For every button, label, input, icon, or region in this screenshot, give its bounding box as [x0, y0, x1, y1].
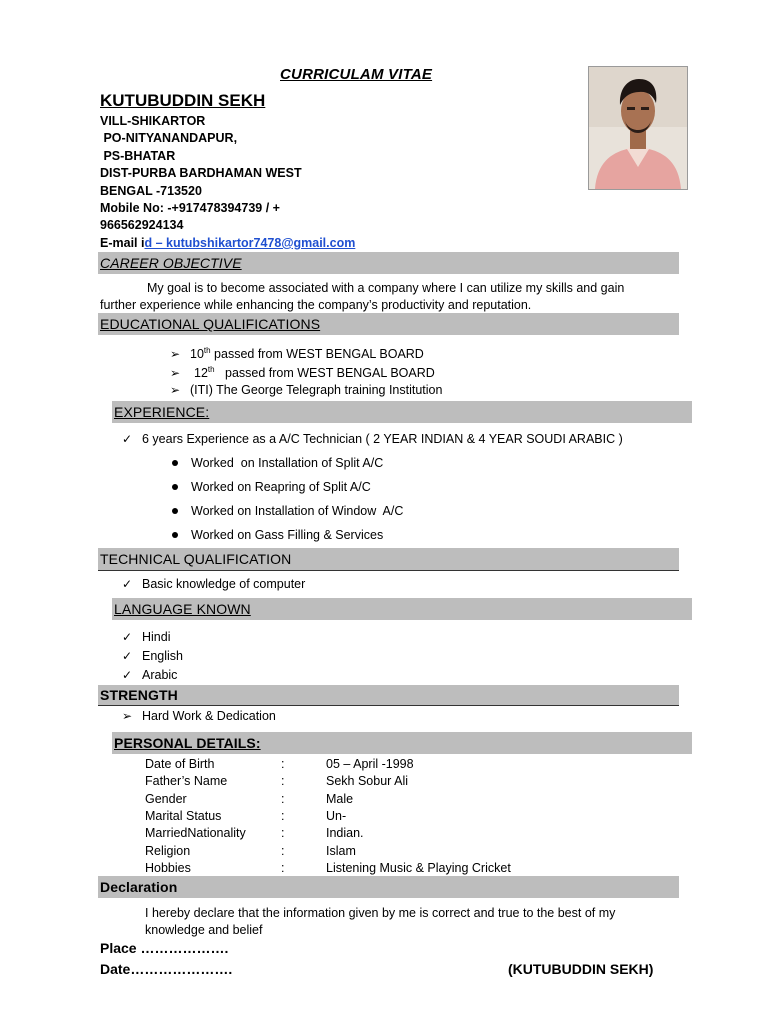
personal-value: Male [326, 791, 354, 806]
declaration-line-2: knowledge and belief [145, 923, 263, 937]
personal-value: Islam [326, 843, 356, 858]
candidate-name: KUTUBUDDIN SEKH [100, 91, 266, 110]
personal-label: Religion [145, 843, 191, 858]
arrow-bullet-icon: ➢ [122, 709, 133, 723]
dot-bullet-icon [172, 532, 178, 538]
date-line: Date…………………. [100, 961, 233, 977]
language-item: ✓ Arabic [122, 668, 178, 682]
strength-band [98, 685, 679, 706]
experience-item: Worked on Gass Filling & Services [172, 527, 383, 543]
place-line: Place ………………. [100, 940, 229, 956]
personal-colon: : [281, 860, 285, 875]
personal-value: Sekh Sobur Ali [326, 774, 408, 789]
personal-colon: : [281, 774, 285, 789]
address-line-post-office: PO-NITYANANDAPUR, [100, 131, 238, 146]
address-line-district: DIST-PURBA BARDHAMAN WEST [100, 166, 302, 181]
dot-bullet-icon [172, 460, 178, 466]
career-objective-text [100, 280, 678, 314]
education-item: ➢ 12th passed from WEST BENGAL BOARD [170, 365, 435, 381]
portrait-image [589, 67, 687, 189]
personal-value: Un- [326, 808, 347, 823]
personal-label: Gender [145, 791, 187, 806]
signature-name: (KUTUBUDDIN SEKH) [508, 961, 654, 977]
personal-label: Father’s Name [145, 774, 228, 789]
dot-bullet-icon [172, 484, 178, 490]
strength-heading: STRENGTH [100, 687, 178, 703]
declaration-band [98, 876, 679, 898]
address-line-state: BENGAL -713520 [100, 183, 202, 198]
language-item: ✓ Hindi [122, 630, 171, 644]
mobile-line-1: Mobile No: -+917478394739 / + [100, 201, 280, 215]
checkmark-icon: ✓ [122, 668, 133, 682]
personal-colon: : [281, 808, 285, 823]
profile-photo [588, 66, 688, 190]
personal-colon: : [281, 757, 285, 771]
experience-item: Worked on Reapring of Split A/C [172, 479, 371, 495]
language-heading: LANGUAGE KNOWN [114, 601, 251, 617]
personal-colon: : [281, 791, 285, 806]
arrow-bullet-icon: ➢ [170, 383, 181, 397]
personal-colon: : [281, 826, 285, 841]
checkmark-icon: ✓ [122, 649, 133, 663]
personal-value: Listening Music & Playing Cricket [326, 860, 511, 875]
checkmark-icon: ✓ [122, 577, 133, 591]
education-item: ➢ 10th passed from WEST BENGAL BOARD [170, 346, 424, 362]
address-line-village: VILL-SHIKARTOR [100, 114, 206, 128]
career-objective-heading: CAREER OBJECTIVE [100, 255, 242, 271]
personal-label: Marital Status [145, 808, 222, 823]
personal-value: Indian. [326, 826, 364, 841]
document-title: CURRICULAM VITAE [280, 66, 433, 83]
email-prefix: E-mail i [100, 235, 145, 250]
technical-item: ✓ Basic knowledge of computer [122, 577, 306, 591]
dot-bullet-icon [172, 508, 178, 514]
address-line-police-station: PS-BHATAR [100, 148, 176, 163]
arrow-bullet-icon: ➢ [170, 347, 181, 362]
strength-item: ➢ Hard Work & Dedication [122, 709, 276, 723]
declaration-line-1: I hereby declare that the information given by me is correct and true to the best of my [145, 906, 616, 920]
personal-value: 05 – April -1998 [326, 757, 414, 771]
personal-colon: : [281, 843, 285, 858]
personal-label: Date of Birth [145, 757, 215, 771]
education-heading: EDUCATIONAL QUALIFICATIONS [100, 316, 321, 332]
personal-label: MarriedNationality [145, 826, 246, 841]
language-item: ✓ English [122, 649, 183, 663]
experience-heading: EXPERIENCE: [114, 404, 210, 420]
email-line [100, 235, 355, 252]
education-item: ➢ (ITI) The George Telegraph training Institution [170, 383, 443, 397]
personal-heading: PERSONAL DETAILS: [114, 735, 261, 751]
mobile-line-2: 966562924134 [100, 218, 184, 233]
technical-heading: TECHNICAL QUALIFICATION [100, 551, 292, 567]
experience-item: Worked on Installation of Split A/C [172, 455, 383, 471]
declaration-heading: Declaration [100, 879, 178, 895]
career-objective-line-2: further experience while enhancing the company’s productivity and reputation. [100, 298, 532, 312]
personal-label: Hobbies [145, 860, 191, 875]
email-link[interactable]: d – kutubshikartor7478@gmail.com [144, 235, 356, 250]
experience-item: Worked on Installation of Window A/C [172, 503, 403, 519]
experience-main: ✓ 6 years Experience as a A/C Technician ( 2 YEAR INDIAN & 4 YEAR SOUDI ARABIC ) [122, 432, 623, 446]
declaration-text [145, 905, 685, 939]
arrow-bullet-icon: ➢ [170, 366, 181, 381]
checkmark-icon: ✓ [122, 630, 133, 644]
career-objective-line-1: My goal is to become associated with a company where I can utilize my skills and gain [147, 281, 625, 295]
checkmark-icon: ✓ [122, 432, 133, 446]
